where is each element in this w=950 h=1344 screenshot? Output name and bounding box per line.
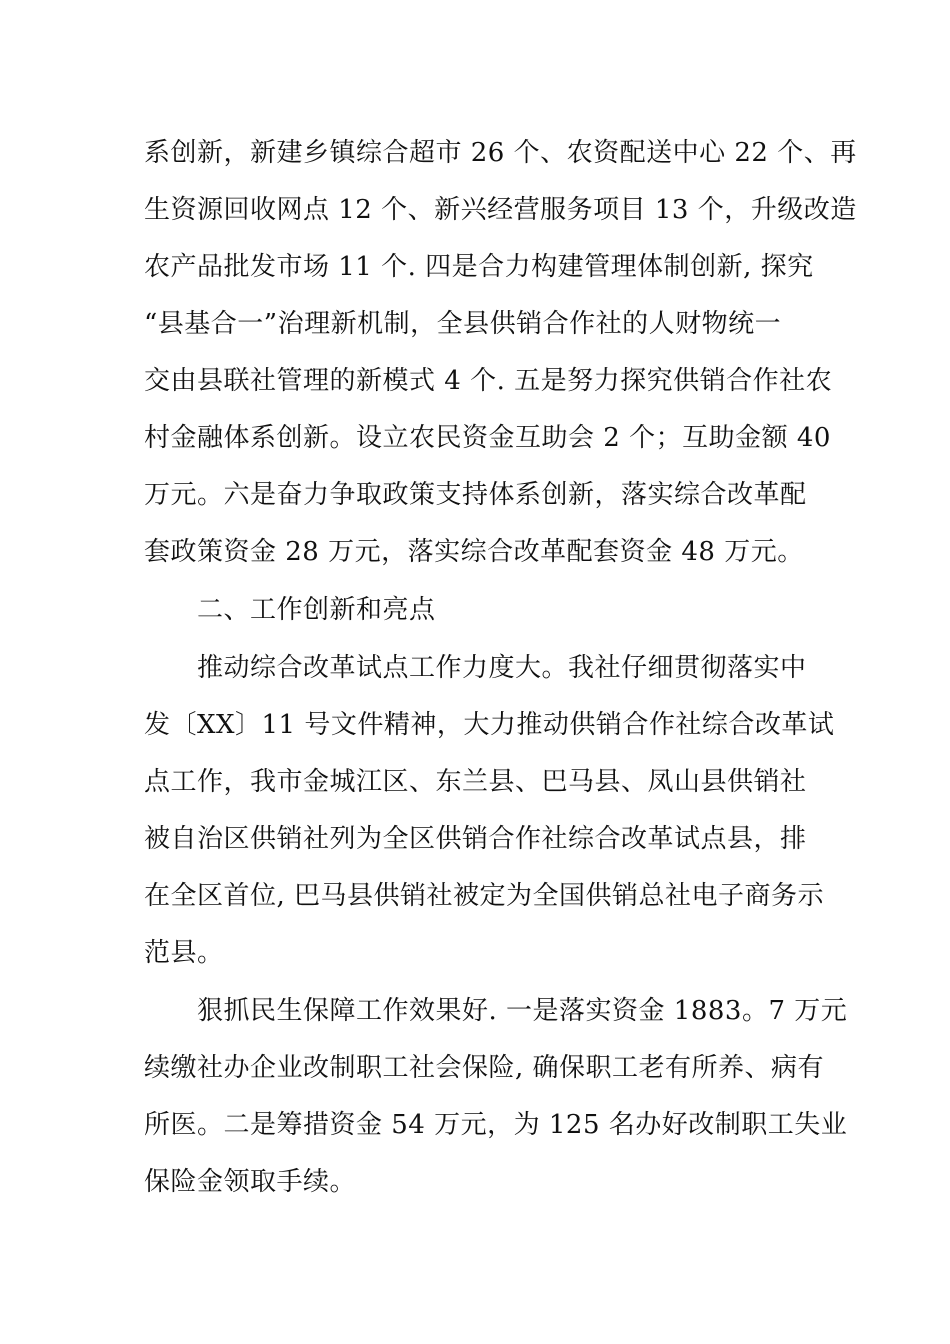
paragraph-line: 推动综合改革试点工作力度大。我社仔细贯彻落实中 (197, 653, 807, 683)
paragraph-line: 保险金领取手续。 (144, 1167, 357, 1197)
paragraph-line: 万元。六是奋力争取政策支持体系创新，落实综合改革配 (144, 480, 807, 510)
paragraph-line: 交由县联社管理的新模式 4 个. 五是努力探究供销合作社农 (144, 366, 833, 396)
paragraph-line: 点工作，我市金城江区、东兰县、巴马县、凤山县供销社 (144, 767, 807, 797)
paragraph-line: 农产品批发市场 11 个. 四是合力构建管理体制创新, 探究 (144, 252, 814, 282)
paragraph-line: 狠抓民生保障工作效果好. 一是落实资金 1883。7 万元 (197, 996, 848, 1026)
paragraph-line: 所医。二是筹措资金 54 万元，为 125 名办好改制职工失业 (144, 1110, 848, 1140)
paragraph-line: 生资源回收网点 12 个、新兴经营服务项目 13 个，升级改造 (144, 195, 857, 225)
section-heading: 二、工作创新和亮点 (197, 595, 436, 625)
paragraph-line: “县基合一”治理新机制，全县供销合作社的人财物统一 (144, 309, 782, 339)
paragraph-line: 在全区首位, 巴马县供销社被定为全国供销总社电子商务示 (144, 881, 825, 911)
paragraph-line: 续缴社办企业改制职工社会保险, 确保职工老有所养、病有 (144, 1053, 825, 1083)
paragraph-line: 发〔XX〕11 号文件精神，大力推动供销合作社综合改革试 (144, 710, 835, 740)
paragraph-line: 村金融体系创新。设立农民资金互助会 2 个；互助金额 40 (144, 423, 831, 453)
paragraph-line: 被自治区供销社列为全区供销合作社综合改革试点县，排 (144, 824, 807, 854)
paragraph-line: 范县。 (144, 938, 224, 968)
paragraph-line: 套政策资金 28 万元，落实综合改革配套资金 48 万元。 (144, 537, 804, 567)
paragraph-line: 系创新，新建乡镇综合超市 26 个、农资配送中心 22 个、再 (144, 138, 857, 168)
